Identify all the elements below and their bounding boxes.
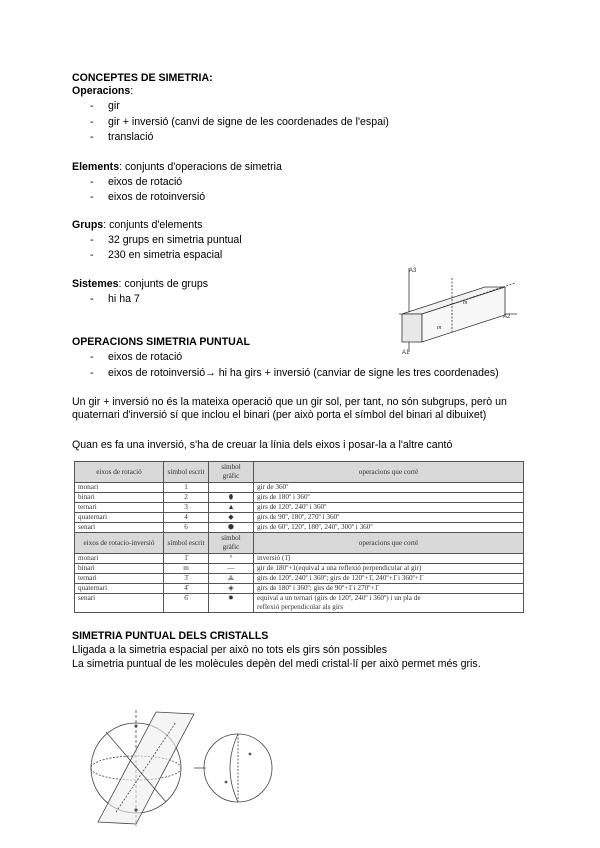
table-row: senari 6̄ ✹ equival a un ternari (girs de 120º, 240º i 360º) i un pla de	[75, 594, 524, 604]
table-header-row: eixos de rotacio-inversió símbol escrit símbol gràfic operacions que corté	[75, 533, 524, 554]
paragraph: Quan es fa una inversió, s'ha de creuar la línia dels eixos i posar-la a l'altre cantó	[72, 439, 453, 451]
concepts-title: CONCEPTES DE SIMETRIA:	[72, 72, 213, 84]
prism-axes-figure	[395, 262, 520, 358]
sistemes-heading: Sistemes: conjunts de grups	[72, 278, 209, 290]
plane-label: m	[437, 325, 442, 331]
elements-heading: Elements: conjunts d'operacions de simetria	[72, 161, 282, 173]
paragraph: Un gir + inversió no és la mateixa operació que un gir sol, per tant, no són subgrups, però un	[72, 396, 507, 408]
table-row: ternari 3̄ ⟁ girs de 120º, 240º i 360º; girs de 120º+1̄, 240º+1̄ i 360º+1̄	[75, 574, 524, 584]
table-row: quaternari 4 ◆ girs de 90º, 180º, 270º i 360º	[75, 513, 524, 523]
symmetry-table	[74, 461, 524, 613]
paragraph: La simetria puntual de les molècules depèn del medi cristal·lí per això permet més gris.	[72, 658, 481, 670]
operacions-heading	[72, 85, 133, 98]
grups-heading: Grups: conjunts d'elements	[72, 219, 203, 231]
axis-label: A1	[402, 350, 410, 356]
operacions-colon: :	[130, 85, 134, 97]
table-row: binari m — gir de 180º+1(equival a una reflexió perpendicular al gir)	[75, 564, 524, 574]
table-row: quaternari 4̄ ◈ girs de 180º i 360º; girs de 90º+1̄ i 270º+1̄	[75, 584, 524, 594]
puntual-title: OPERACIONS SIMETRIA PUNTUAL	[72, 336, 250, 348]
table-row: ternari 3 ▲ girs de 120º, 240º i 360º	[75, 503, 524, 513]
axis-label: A2	[503, 314, 511, 320]
table-row: binari 2 ⬮ girs de 180º i 360º	[75, 493, 524, 503]
table-row: monari 1̄ ° inversió (1̄)	[75, 554, 524, 564]
table-row: reflexió perpendicular als girs	[75, 603, 524, 613]
table-row: monari 1 gir de 360º	[75, 483, 524, 493]
axis-label: A3	[409, 268, 417, 274]
paragraph: Lligada a la simetria espacial per això no tots els girs són possibles	[72, 644, 388, 656]
plane-label: m	[463, 300, 468, 306]
paragraph: quaternari d'inversió sí que inclou el binari (per això porta el símbol del binari al dibuixet)	[72, 409, 487, 421]
table-header-row: eixos de rotació símbol escrit símbol gràfic operacions que corté	[75, 462, 524, 483]
cristalls-title: SIMETRIA PUNTUAL DELS CRISTALLS	[72, 630, 269, 642]
stereographic-projection-figure	[76, 702, 276, 830]
table-row: senari 6 ⬢ girs de 60º, 120º, 180º, 240º, 300º i 360º	[75, 523, 524, 533]
operacions-label: Operacions	[72, 85, 131, 97]
